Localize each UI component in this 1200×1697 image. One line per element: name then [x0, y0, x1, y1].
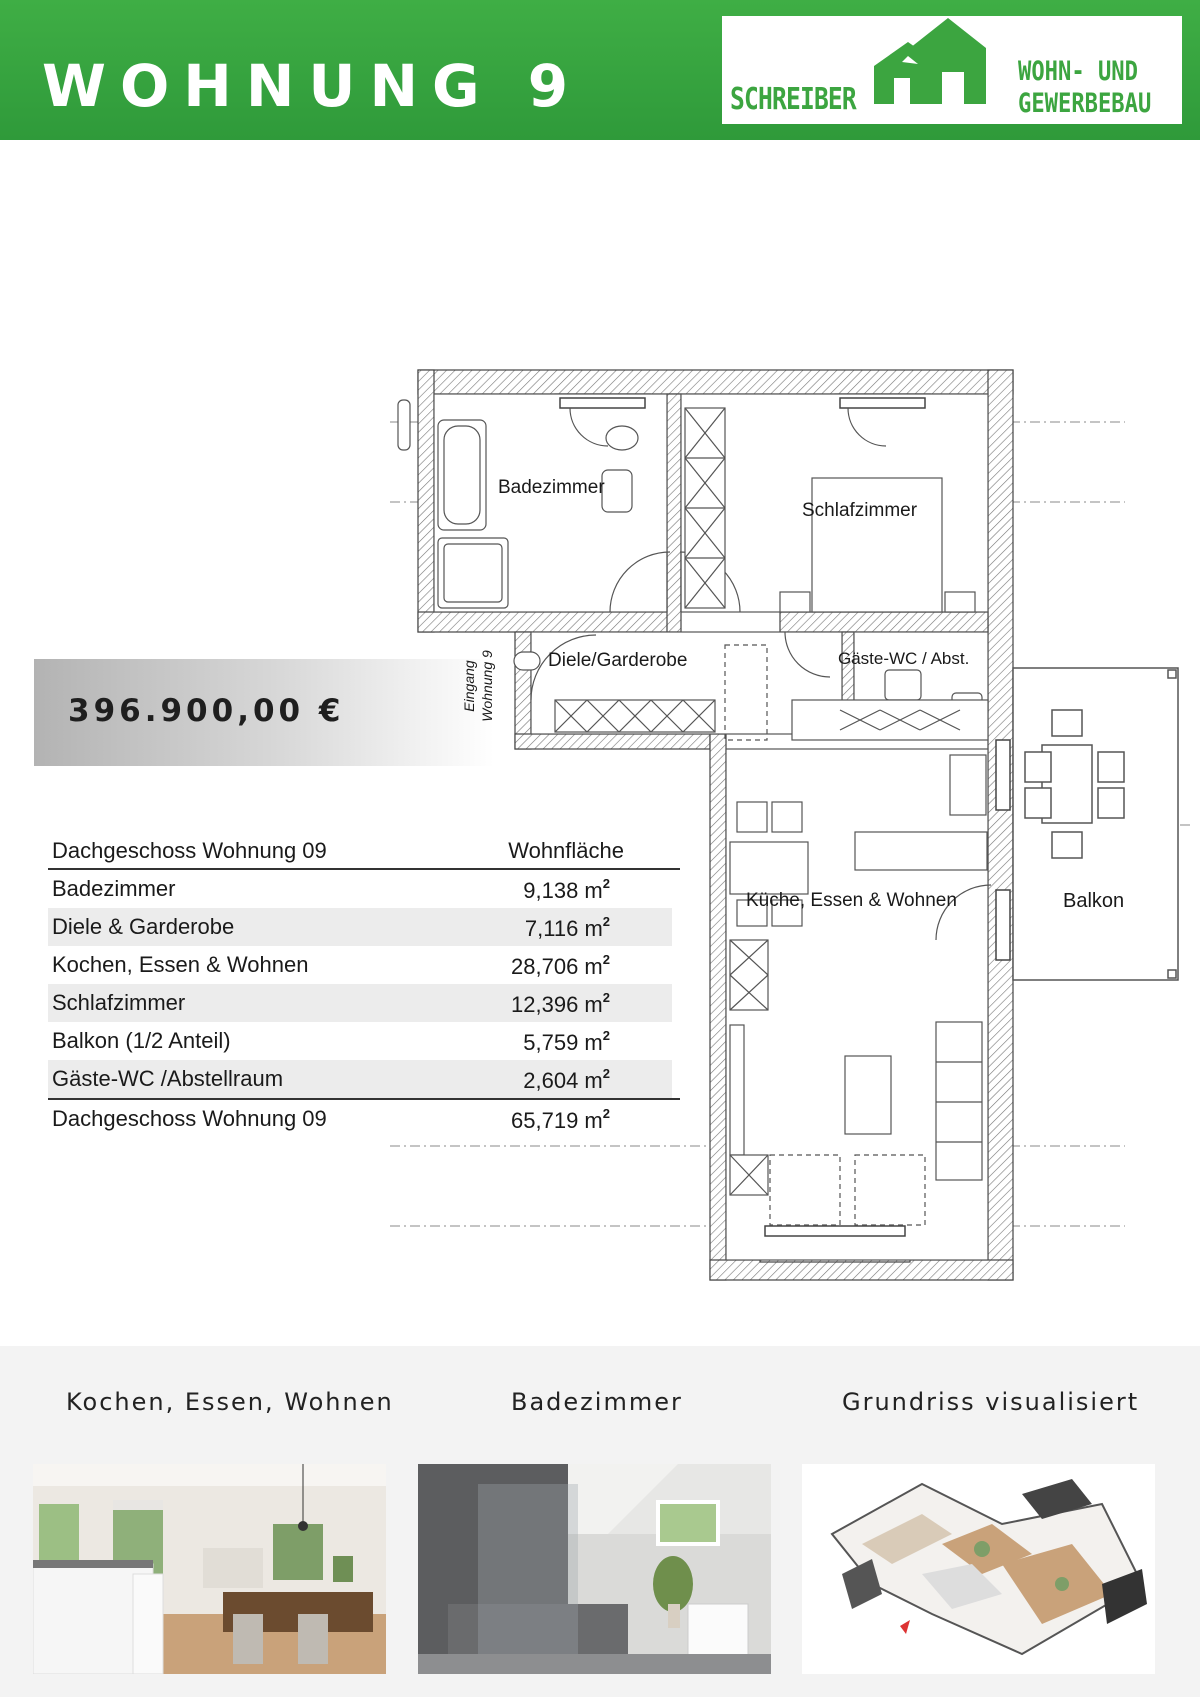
header-bar [0, 0, 1200, 140]
logo-text-right-2: GEWERBEBAU [1018, 88, 1152, 119]
row-value: 9,138 $m^2$ [523, 876, 610, 903]
room-label-bedroom: Schlafzimmer [802, 500, 918, 521]
row-value: 28,706 $m^2$ [511, 952, 610, 979]
room-label-hall: Diele/Garderobe [548, 650, 688, 671]
page-title: WOHNUNG 9 [42, 52, 583, 120]
total-label: Dachgeschoss Wohnung 09 [52, 1106, 327, 1131]
row-value: 12,396 $m^2$ [511, 990, 610, 1017]
row-label: Kochen, Essen & Wohnen [52, 952, 309, 977]
gallery-caption: Grundriss visualisiert [842, 1388, 1140, 1416]
gallery-section [0, 1346, 1200, 1697]
entrance-label: Eingang Wohnung 9 [460, 650, 495, 722]
floor-plan [380, 360, 1200, 1290]
row-label: Badezimmer [52, 876, 176, 901]
logo-text-left: SCHREIBER [730, 82, 856, 117]
row-value: 2,604 $m^2$ [523, 1066, 610, 1093]
row-label: Balkon (1/2 Anteil) [52, 1028, 231, 1053]
table-header-value: Wohnfläche [508, 838, 624, 863]
row-value: 7,116 $m^2$ [524, 914, 610, 941]
gallery-caption: Kochen, Essen, Wohnen [66, 1388, 394, 1416]
room-label-living: Küche, Essen & Wohnen [746, 890, 957, 911]
table-header-label: Dachgeschoss Wohnung 09 [52, 838, 327, 863]
price: 396.900,00 € [68, 693, 345, 729]
kitchen-living-photo [33, 1464, 386, 1674]
row-label: Gäste-WC /Abstellraum [52, 1066, 284, 1091]
room-label-wc: Gäste-WC / Abst. [838, 649, 970, 668]
bathroom-photo [418, 1464, 771, 1674]
row-label: Schlafzimmer [52, 990, 186, 1015]
row-value: 5,759 $m^2$ [523, 1028, 610, 1055]
company-logo [722, 16, 1182, 124]
floor-plan-drawing [380, 360, 1200, 1290]
total-value: 65,719 $m^2$ [511, 1106, 610, 1133]
room-label-balcony: Balkon [1063, 890, 1125, 912]
room-label-bath: Badezimmer [498, 477, 605, 498]
row-label: Diele & Garderobe [52, 914, 235, 939]
gallery-caption: Badezimmer [511, 1388, 683, 1416]
floor-plan-3d-photo [802, 1464, 1155, 1674]
logo-text-right-1: WOHN- UND [1018, 56, 1138, 87]
